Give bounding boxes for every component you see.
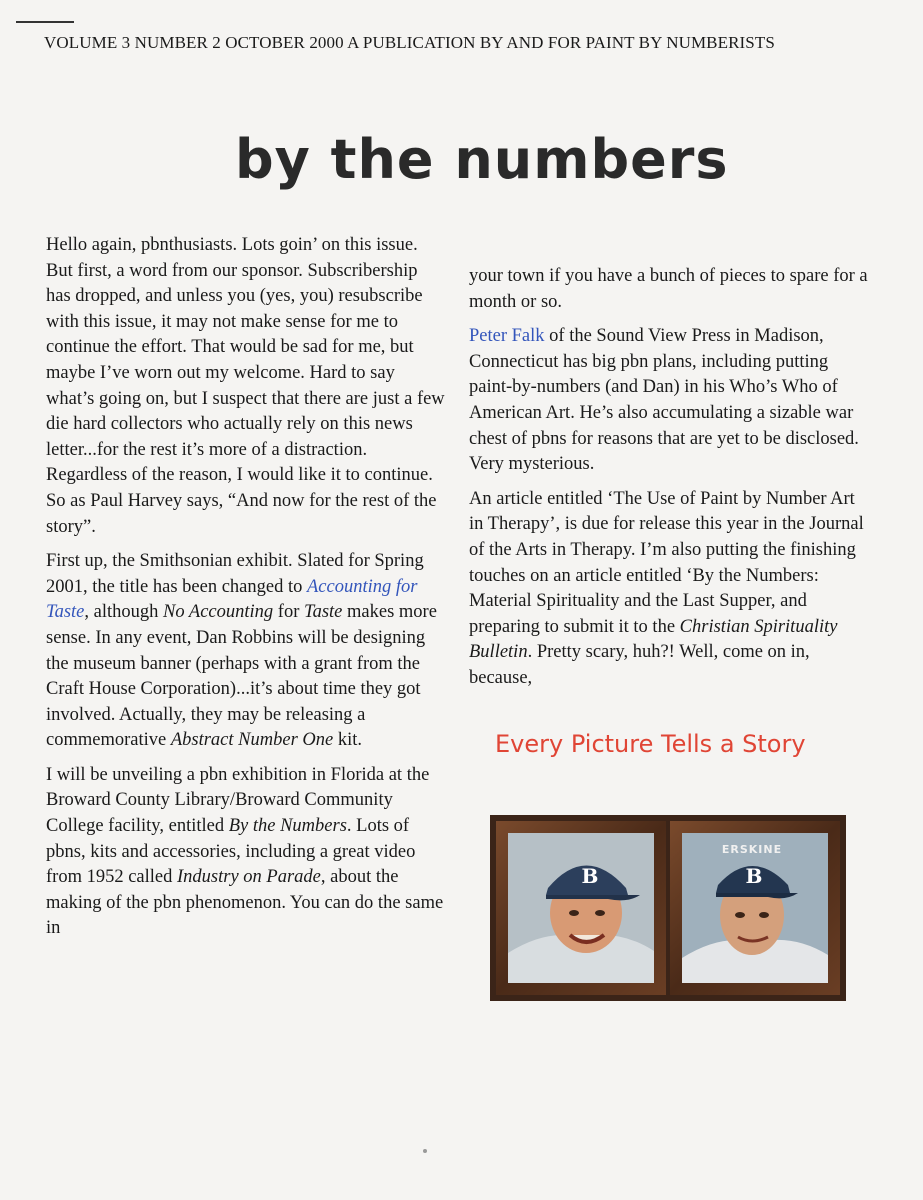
peter-falk-link[interactable]: Peter Falk — [469, 326, 545, 347]
right-paragraph-therapy: An article entitled ‘The Use of Paint by Number Art in Therapy’, is due for release this year in the Journal of the Arts in Therapy. I’m also putting the finishing touches on an article entitled ‘By the Numbers: Material Spirituality and the Last Supper, and preparing to submit it to the Christian Spirituality Bulletin. Pretty scary, huh?! Well, come on in, because, — [469, 488, 864, 688]
baseball-portraits-photo — [490, 815, 846, 1001]
right-portrait-painting — [682, 833, 828, 983]
svg-text:B: B — [581, 864, 599, 888]
right-portrait — [682, 833, 828, 983]
left-paragraph-florida: I will be unveiling a pbn exhibition in Florida at the Broward County Library/Broward Community College facility, entitled By the Numbers. Lots of pbns, kits and accessories, including a great video from 1952 called Industry on Parade, about the making of the pbn phenomenon. You can do the same in — [46, 764, 444, 939]
page-speck — [423, 1149, 427, 1153]
accounting-for-taste-link[interactable]: Accounting for Taste — [46, 576, 418, 623]
right-column — [469, 264, 869, 701]
masthead: VOLUME 3 NUMBER 2 OCTOBER 2000 A PUBLICATION BY AND FOR PAINT BY NUMBERISTS — [44, 33, 775, 52]
left-paragraph-intro: Hello again, pbnthusiasts. Lots goin’ on this issue. But first, a word from our sponsor. Subscribership has dropped, and unless you (yes, you) resubscribe with this issue, it may not make sense for me to continue the effort. That would be sad for me, but maybe I’ve worn out my welcome. Hard to say what’s going on, but I suspect that there are just a few die hard collectors who actually rely on this news letter...for the rest it’s more of a distraction. Regardless of the reason, I would like it to continue. So as Paul Harvey says, “And now for the rest of the story”. — [46, 235, 445, 537]
svg-text:B: B — [745, 864, 763, 888]
feature-heading: Every Picture Tells a Story — [495, 730, 806, 758]
newsletter-title: by the numbers — [235, 128, 729, 191]
svg-text:ERSKINE: ERSKINE — [721, 843, 783, 856]
left-paragraph-smithsonian: First up, the Smithsonian exhibit. Slated for Spring 2001, the title has been changed to Accounting for Taste, although No Accounting for Taste makes more sense. In any event, Dan Robbins will be designing the museum banner (perhaps with a grant from the Craft House Corporation)...it’s about time they got involved. Actually, they may be releasing a commemorative Abstract Number One kit. — [46, 551, 437, 751]
right-paragraph-peter-falk: Peter Falk of the Sound View Press in Madison, Connecticut has big pbn plans, including putting paint-by-numbers (and Dan) in his Who’s Who of American Art. He’s also accumulating a sizable war chest of pbns for reasons that are yet to be disclosed. Very mysterious. — [469, 326, 859, 475]
right-portrait-frame — [670, 821, 840, 995]
left-portrait-frame — [496, 821, 666, 995]
header-rule — [16, 21, 74, 23]
right-paragraph-continued: your town if you have a bunch of pieces to spare for a month or so. — [469, 266, 868, 312]
left-column — [46, 233, 446, 951]
left-portrait — [508, 833, 654, 983]
left-portrait-painting — [508, 833, 654, 983]
